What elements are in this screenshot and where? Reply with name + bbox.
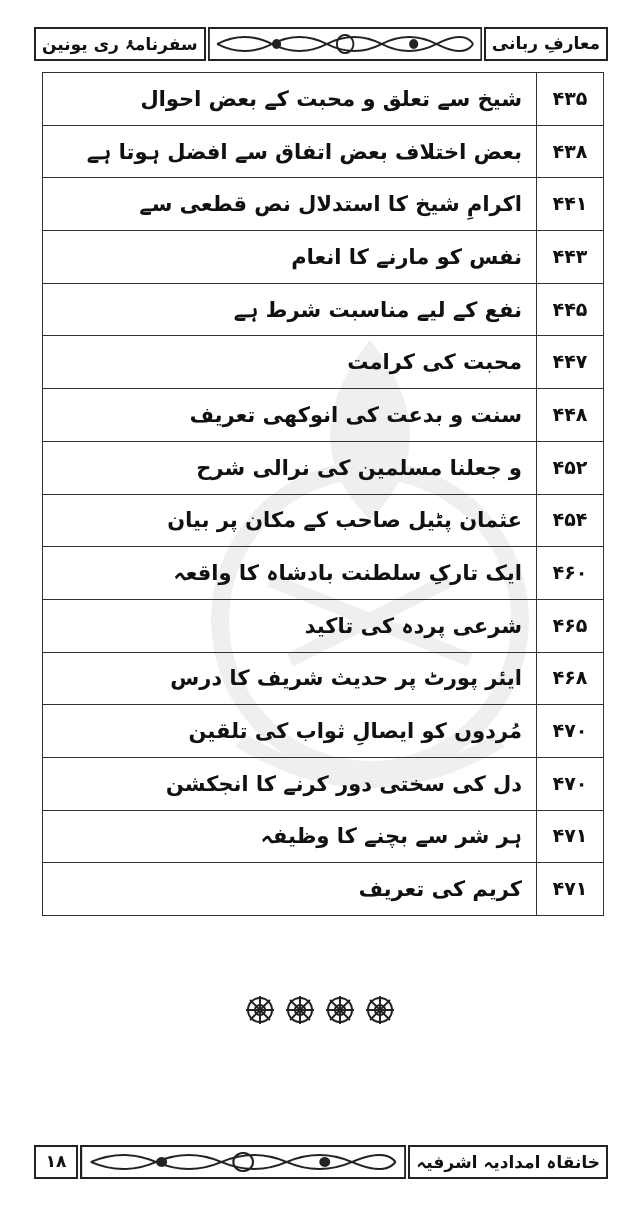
toc-row [43,547,604,600]
toc-entry-title: ایک تارکِ سلطنت بادشاہ کا واقعہ [43,547,537,600]
floral-border-icon [80,1144,406,1180]
toc-row [43,652,604,705]
toc-entry-title: شیخ سے تعلق و محبت کے بعض احوال [43,73,537,126]
toc-page-number: ۴۴۱ [537,178,604,231]
toc-entry-title: اکرامِ شیخ کا استدلال نص قطعی سے [43,178,537,231]
toc-page-number: ۴۶۵ [537,599,604,652]
toc-row [43,283,604,336]
toc-entry-title: عثمان پٹیل صاحب کے مکان پر بیان [43,494,537,547]
toc-row [43,389,604,442]
toc-row [43,73,604,126]
toc-row [43,863,604,916]
toc-page-number: ۴۵۴ [537,494,604,547]
toc-page-number: ۴۷۰ [537,705,604,758]
section-title: معارفِ ربانی [484,27,608,61]
toc-entry-title: محبت کی کرامت [43,336,537,389]
toc-entry-title: ہر شر سے بچنے کا وظیفہ [43,810,537,863]
page-header [34,22,608,66]
toc-row [43,757,604,810]
page-number: ۱۸ [34,1145,78,1179]
toc-row [43,336,604,389]
toc-row [43,178,604,231]
toc-row [43,494,604,547]
page-footer [34,1140,608,1184]
toc-entry-title: سنت و بدعت کی انوکھی تعریف [43,389,537,442]
floral-star-icon [245,995,275,1025]
toc-row [43,441,604,494]
floral-border-icon [208,26,482,62]
toc-row [43,810,604,863]
toc-page-number: ۴۶۸ [537,652,604,705]
toc-page-number: ۴۷۰ [537,757,604,810]
toc-entry-title: نفس کو مارنے کا انعام [43,231,537,284]
toc-page-number: ۴۳۵ [537,73,604,126]
toc-entry-title: نفع کے لیے مناسبت شرط ہے [43,283,537,336]
toc-page-number: ۴۳۸ [537,125,604,178]
toc-row [43,599,604,652]
toc-row [43,705,604,758]
toc-entry-title: شرعی پردہ کی تاکید [43,599,537,652]
floral-star-icon [325,995,355,1025]
toc-entry-title: مُردوں کو ایصالِ ثواب کی تلقین [43,705,537,758]
toc-page-number: ۴۴۳ [537,231,604,284]
toc-page-number: ۴۴۷ [537,336,604,389]
floral-star-icon [285,995,315,1025]
book-title: سفرنامۂ ری یونین [34,27,206,61]
section-end-flourish [245,995,395,1027]
toc-page-number: ۴۷۱ [537,810,604,863]
toc-page-number: ۴۴۸ [537,389,604,442]
toc-page-number: ۴۷۱ [537,863,604,916]
toc-entry-title: و جعلنا مسلمین کی نرالی شرح [43,441,537,494]
toc-page-number: ۴۴۵ [537,283,604,336]
toc-row [43,231,604,284]
toc-row [43,125,604,178]
contents-table [42,72,604,916]
toc-entry-title: دل کی سختی دور کرنے کا انجکشن [43,757,537,810]
toc-page-number: ۴۵۲ [537,441,604,494]
toc-entry-title: بعض اختلاف بعض اتفاق سے افضل ہوتا ہے [43,125,537,178]
toc-page-number: ۴۶۰ [537,547,604,600]
floral-star-icon [365,995,395,1025]
toc-entry-title: کریم کی تعریف [43,863,537,916]
publisher-name: خانقاہ امدادیہ اشرفیہ [408,1145,608,1179]
toc-entry-title: ایئر پورٹ پر حدیث شریف کا درس [43,652,537,705]
